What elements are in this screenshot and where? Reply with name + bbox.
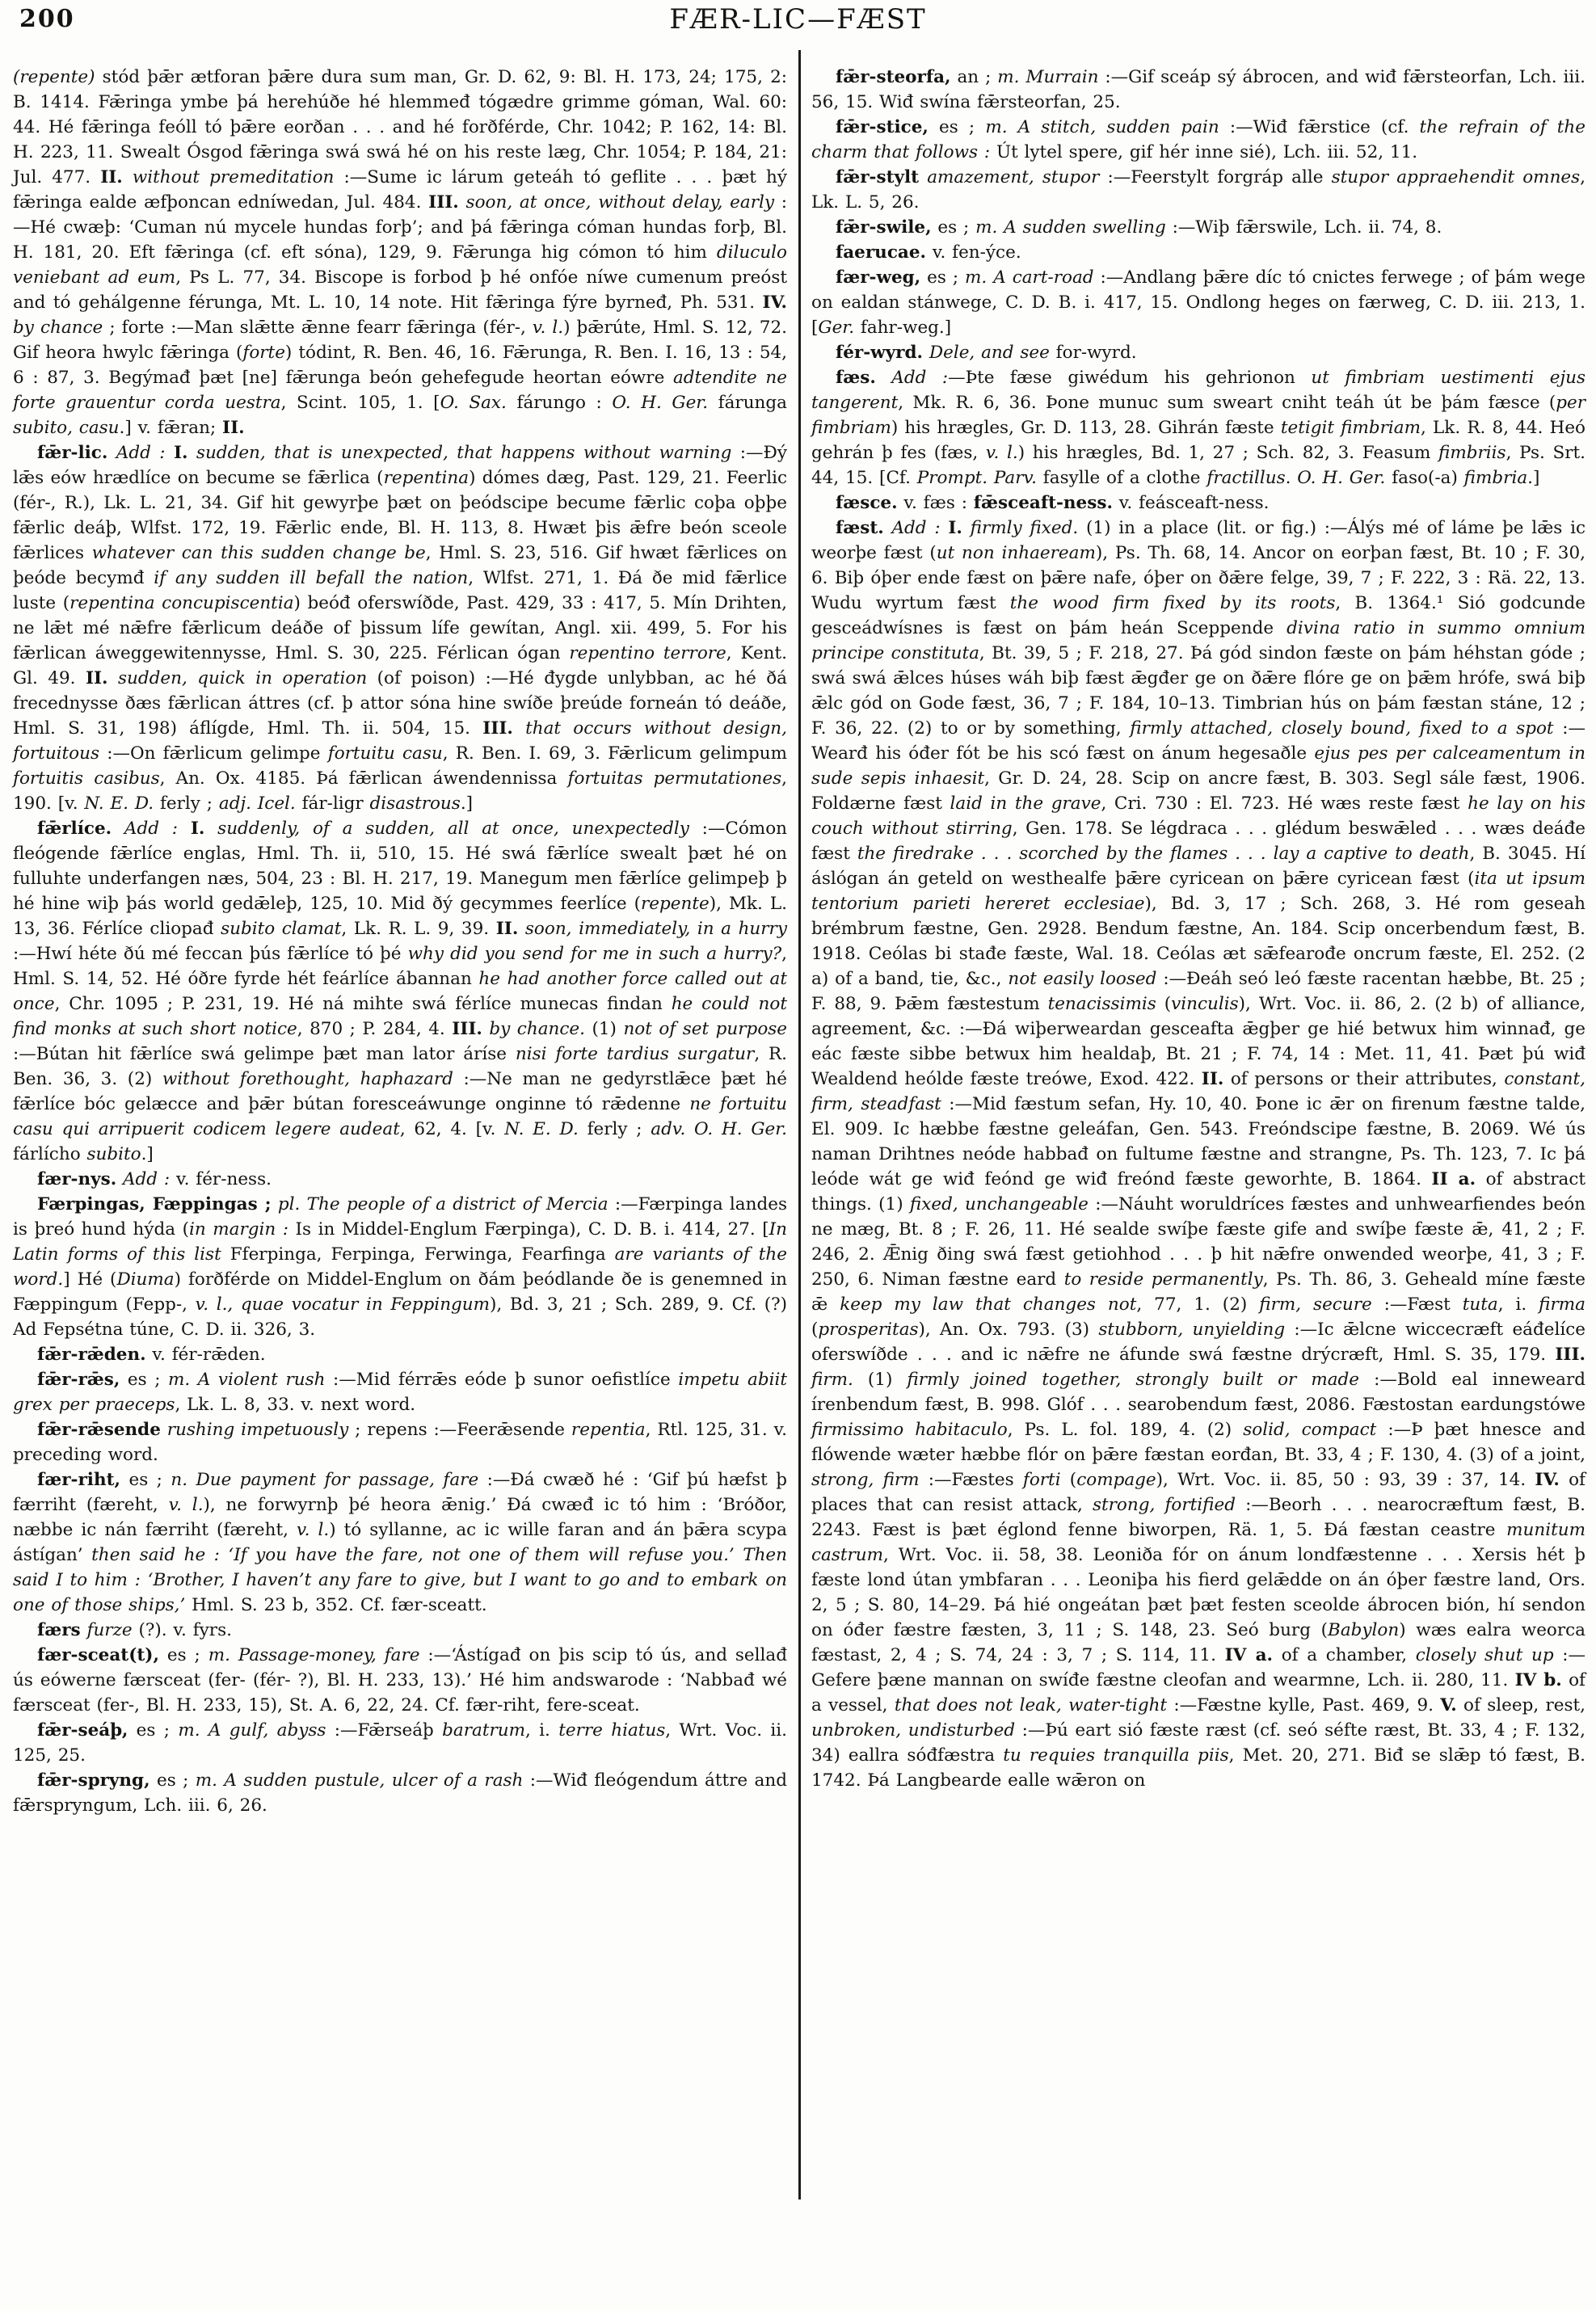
page-title: FÆR-LIC—FÆST	[669, 3, 927, 36]
column-divider	[798, 50, 801, 2199]
entry-paragraph: fǣr-steorfa, an ; m. Murrain :—Gif sceáp sý ábrocen, and wiđ fǣrsteorfan, Lch. iii. 56, 15. Wiđ swína fǣrsteorfan, 25.	[811, 67, 1585, 112]
entry-paragraph: fær-weg, es ; m. A cart-road :—Andlang þǣre díc tó cnictes ferwege ; of þám wege on ealdan stánwege, C. D. B. i. 417, 15. Ondlong heges on færweg, C. D. iii. 213, 1. [Ger. fahr-weg.]	[811, 267, 1585, 338]
entry-paragraph: fǣr-swile, es ; m. A sudden swelling :—Wiþ fǣrswile, Lch. ii. 74, 8.	[836, 217, 1442, 238]
entry-paragraph: fǣr-rǣsende rushing impetuously ; repens :—Feerǣsende repentia, Rtl. 125, 31. v. preceding word.	[13, 1420, 788, 1465]
entry-paragraph: fæst. Add : I. firmly fixed. (1) in a place (lit. or fig.) :—Álýs mé of láme þe lǣs ic weorþe fæst (ut non inhaeream), Ps. Th. 68, 14. Ancor on eorþan fæst, Bt. 10 ; F. 30, 6. Biþ óþer ende fæst on þǣre nafe, óþer on ðǣre felge, 39, 7 ; F. 222, 3 : Rä. 22, 13. Wudu wyrtum fæst the wood firm fixed by its roots, B. 1364.¹ Sió godcunde gesceádwísnes is fæst on þám heán Sceppende divina ratio in summo omnium principe constituta, Bt. 39, 5 ; F. 218, 27. Þá gód sindon fæste on þám héhstan góde ; swá swá ǣlces húses wáh biþ fæst ǣgđer ge on ðǣre flóre ge on þǣm hrófe, swá biþ ǣlc gód on Gode fæst, 36, 7 ; F. 184, 10–13. Timbrian hús on þám fæstan stáne, 12 ; F. 36, 22. (2) to or by something, firmly attached, closely bound, fixed to a spot :—Wearđ his óđer fót be his scó fæst on ánum hegesaðle ejus pes per calceamentum in sude sepis inhaesit, Gr. D. 24, 28. Scip on ancre fæst, B. 303. Segl sále fæst, 1906. Foldærne fæst laid in the grave, Cri. 730 : El. 723. Hé wæs reste fæst he lay on his couch without stirring, Gen. 178. Se légdraca . . . glédum beswǣled . . . wæs deáđe fæst the firedrake . . . scorched by the flames . . . lay a captive to death, B. 3045. Hí áslógan án geteld on westhealfe þǣre cyricean on þǣre cyricean fæst (ita ut ipsum tentorium parieti hereret ecclesiae), Bd. 3, 17 ; Sch. 268, 3. Hé rom geseah brémbrum fæstne, Gen. 2928. Bendum fæstne, An. 184. Scip oncerbendum fæst, B. 1918. Ceólas bi stađe fæste, Wal. 18. Ceólas æt sǣfearođe oncrum fæste, El. 252. (2 a) of a band, tie, &c., not easily loosed :—Ðeáh seó leó fæste racentan hæbbe, Bt. 25 ; F. 88, 9. Þǣm fæstestum tenacissimis (vinculis), Wrt. Voc. ii. 86, 2. (2 b) of alliance, agreement, &c. :—Ðá wiþerweardan gesceafta ǣgþer ge hié betwux him winnađ, ge eác fæste sibbe betwux him healdaþ, Bt. 21 ; F. 74, 14 : Met. 11, 41. Þæt þú wiđ Wealdend heólde fæste treówe, Exod. 422. II. of persons or their attributes, constant, firm, steadfast :—Mid fæstum sefan, Hy. 10, 40. Þone ic ǣr on firenum fæstne talde, El. 909. Ic hæbbe fæstne geleáfan, Gen. 543. Freóndscipe fæstne, B. 2069. Wé ús naman Drihtnes neóde habbađ on fultume fæstne and strangne, Ps. Th. 123, 7. Ic þá leóde wát ge wiđ feónd ge wiđ freónd fæste geworhte, B. 1864. II a. of abstract things. (1) fixed, unchangeable :—Náuht woruldríces fæstes and unhwearfiendes beón ne mæg, Bt. 8 ; F. 26, 11. Hé sealde swíþe fæste gife and swíþe fæste ǣ, 41, 2 ; F. 246, 2. Ǣnig ðing swá fæst getiohhod . . . þ hit nǣfre onwended weorþe, 41, 3 ; F. 250, 6. Niman fæstne eard to reside permanently, Ps. Th. 86, 3. Geheald míne fæste ǣ keep my law that changes not, 77, 1. (2) firm, secure :—Fæst tuta, i. firma (prosperitas), An. Ox. 793. (3) stubborn, unyielding :—Ic ǣlcne wiccecræft eáđelíce oferswíðde . . . and ic nǣfre ne áfunde swá fæstne drýcræft, Hml. S. 35, 179. III. firm. (1) firmly joined together, strongly built or made :—Bold eal inneweard írenbendum fæst, B. 998. Glóf . . . searobendum fæst, 2086. Fæstostan eardungstówe firmissimo habitaculo, Ps. L. fol. 189, 4. (2) solid, compact :—Þ þæt hnesce and flówende wæter hæbbe flór on þǣre fæstan eorđan, Bt. 33, 4 ; F. 130, 4. (3) of a joint, strong, firm :—Fæstes forti (compage), Wrt. Voc. ii. 85, 50 : 93, 39 : 37, 14. IV. of places that can resist attack, strong, fortified :—Beorh . . . nearocræftum fæst, B. 2243. Fæst is þæt églond fenne biworpen, Rä. 1, 5. Ðá fæstan ceastre munitum castrum, Wrt. Voc. ii. 58, 38. Leoniða fór on ánum londfæstenne . . . Xersis hét þ fæste lond útan ymbfaran . . . Leoniþa his fierd gelǣdde on án óþer fæstre land, Ors. 2, 5 ; S. 80, 14–29. Þá hié ongeátan þæt þæt festen sceolde ábrocen bión, hí sendon on óđer fæstre fæsten, 3, 11 ; S. 148, 23. Seó burg (Babylon) wæs ealra weorca fæstast, 2, 4 ; S. 74, 24 : 3, 7 ; S. 114, 11. IV a. of a chamber, closely shut up :—Gefere þæne mannan on swíđe fæstne cleofan and wearmne, Lch. ii. 280, 11. IV b. of a vessel, that does not leak, water-tight :—Fæstne kylle, Past. 469, 9. V. of sleep, rest, unbroken, undisturbed :—Þú eart sió fæste ræst (cf. seó séfte ræst, Bt. 33, 4 ; F. 132, 34) eallra sóđfæstra tu requies tranquilla piis, Met. 20, 271. Biđ se slǣp tó fæst, B. 1742. Þá Langbearde ealle wǣron on	[811, 518, 1586, 1791]
entry-paragraph: (repente) stód þǣr ætforan þǣre dura sum man, Gr. D. 62, 9: Bl. H. 173, 24; 175, 2: B. 1414. Fǣringa ymbe þá herehúðe hé hlemmeđ tógædre grimme góman, Wal. 60: 44. Hé fǣringa feóll tó þǣre eorðan . . . and hé forðférde, Chr. 1042; P. 162, 14: Bl. H. 223, 11. Swealt Ósgod fǣringa swá swá hé on his reste læg, Chr. 1054; P. 184, 21: Jul. 477. II. without premeditation :—Sume ic lárum geteáh tó geflite . . . þæt hý fǣringa ealde æfþoncan edníwedan, Jul. 484. III. soon, at once, without delay, early :—Hé cwæþ: ‘Cuman nú mycele hundas forþ’; and þá fǣringa cóman hundas forþ, Bl. H. 181, 20. Eft fǣringa (cf. eft sóna), 129, 9. Fǣrunga hig cómon tó him diluculo veniebant ad eum, Ps L. 77, 34. Biscope is forbod þ hé onfóe níwe cumenum preóst and tó gehálgenne férunga, Mt. L. 10, 14 note. Hit fǣringa fýre byrneđ, Ph. 531. IV. by chance ; forte :—Man slǣtte ǣnne fearr fǣringa (fér-, v. l.) þǣrúte, Hml. S. 12, 72. Gif heora hwylc fǣringa (forte) tódint, R. Ben. 46, 16. Fǣrunga, R. Ben. I. 16, 13 : 54, 6 : 87, 3. Begýmađ þæt [ne] fǣrunga beón gehefegude heortan eówre adtendite ne forte grauentur corda uestra, Scint. 105, 1. [O. Sax. fárungo : O. H. Ger. fárunga subito, casu.] v. fǣran; II.	[13, 67, 788, 438]
entry-paragraph: fǣr-stylt amazement, stupor :—Feerstylt forgráp alle stupor appraehendit omnes, Lk. L. 5, 26.	[811, 167, 1586, 213]
right-column	[811, 65, 1585, 1793]
entry-paragraph: fæsce. v. fæs : fǣsceaft-ness. v. feásceaft-ness.	[836, 493, 1270, 513]
entry-paragraph: fǣr-rǣden. v. fér-rǣden.	[37, 1345, 266, 1365]
page-number: 200	[19, 5, 75, 33]
left-column	[13, 65, 787, 1818]
entry-paragraph: fǣr-seáþ, es ; m. A gulf, abyss :—Fǣrseáþ baratrum, i. terre hiatus, Wrt. Voc. ii. 125, 25.	[13, 1720, 787, 1766]
entry-paragraph: fæs. Add :—Þte fæse giwédum his gehrionon ut fimbriam uestimenti ejus tangerent, Mk. R. 6, 36. Þone munuc sum sweart cniht teáh út be þám fæsce (per fimbriam) his hrægles, Gr. D. 113, 28. Gihrán fæste tetigit fimbriam, Lk. R. 8, 44. Heó gehrán þ fes (fæs, v. l.) his hrægles, Bd. 1, 27 ; Sch. 82, 3. Feasum fimbriis, Ps. Srt. 44, 15. [Cf. Prompt. Parv. fasylle of a clothe fractillus. O. H. Ger. faso(-a) fimbria.]	[811, 368, 1585, 488]
entry-paragraph: Færpingas, Fæppingas ; pl. The people of a district of Mercia :—Færpinga landes is þreó hund hýda (in margin : Is in Middel-Englum Færpinga), C. D. B. i. 414, 27. [In Latin forms of this list Fferpinga, Ferpinga, Ferwinga, Fearfinga are variants of the word.] Hé (Diuma) forðférde on Middel-Englum on ðám þeódlande ðe is genemned in Fæppingum (Fepp-, v. l., quae vocatur in Feppingum), Bd. 3, 21 ; Sch. 289, 9. Cf. (?) Ad Fepsétna túne, C. D. ii. 326, 3.	[13, 1194, 788, 1340]
entry-paragraph: fǣr-stice, es ; m. A stitch, sudden pain :—Wiđ fǣrstice (cf. the refrain of the charm that follows : Út lytel spere, gif hér inne sié), Lch. iii. 52, 11.	[811, 117, 1585, 162]
entry-paragraph: fǣr-rǣs, es ; m. A violent rush :—Mid férrǣs eóde þ sunor oefistlíce impetu abiit grex per praeceps, Lk. L. 8, 33. v. next word.	[13, 1370, 788, 1415]
entry-paragraph: fær-riht, es ; n. Due payment for passage, fare :—Ðá cwæð hé : ‘Gif þú hæfst þ færriht (færeht, v. l.), ne forwyrnþ þé heora ǣnig.’ Ðá cwæđ ic tó him : ‘Bróðor, næbbe ic nán færriht (færeht, v. l.) tó syllanne, ac ic wille faran and án þǣra scypa ástígan’ then said he : ‘If you have the fare, not one of them will refuse you.’ Then said I to him : ‘Brother, I haven’t any fare to give, but I want to go and to embark on one of those ships,’ Hml. S. 23 b, 352. Cf. fær-sceatt.	[13, 1470, 788, 1615]
entry-paragraph: fær-sceat(t), es ; m. Passage-money, fare :—‘Ástígađ on þis scip tó ús, and sellađ ús eówerne færsceat (fer- (fér- ?), Bl. H. 233, 13).’ Hé him andswarode : ‘Nabbađ wé færsceat (fer-, Bl. H. 233, 15), St. A. 6, 22, 24. Cf. fær-riht, fere-sceat.	[13, 1645, 787, 1715]
entry-paragraph: fǣr-lic. Add : I. sudden, that is unexpected, that happens without warning :—Ðý lǣs eów hrædlíce on becume se fǣrlica (repentina) dómes dæg, Past. 129, 21. Feerlic (fér-, R.), Lk. L. 21, 34. Gif hit gewyrþe þæt on þeódscipe becume fǣrlic coþa oþþe fǣrlic deáþ, Wlfst. 172, 19. Fǣrlic ende, Bl. H. 113, 8. Hwæt þis ǣfre beón sceole fǣrlices whatever can this sudden change be, Hml. S. 23, 516. Gif hwæt fǣrlices on þeóde becymđ if any sudden ill befall the nation, Wlfst. 271, 1. Ðá ðe mid fǣrlice luste (repentina concupiscentia) beóđ oferswíðde, Past. 429, 33 : 417, 5. Mín Drihten, ne lǣt mé nǣfre fǣrlicum deáðe of þissum lífe gewítan, Angl. xii. 499, 5. For his fǣrlican áweggewitennysse, Hml. S. 30, 225. Férlican ógan repentino terrore, Kent. Gl. 49. II. sudden, quick in operation (of poison) :—Hé đygde unlybban, ac hé ðá frecednysse ðæs fǣrlican áttres (cf. þ attor sóna hine swíðe þreúde forneán tó deáðe, Hml. S. 31, 198) áflígde, Hml. Th. ii. 504, 15. III. that occurs without design, fortuitous :—On fǣrlicum gelimpe fortuitu casu, R. Ben. I. 69, 3. Fǣrlicum gelimpum fortuitis casibus, An. Ox. 4185. Þá fǣrlican áwendennissa fortuitas permutationes, 190. [v. N. E. D. ferly ; adj. Icel. fár-ligr disastrous.]	[13, 443, 788, 814]
entry-paragraph: fǣrlíce. Add : I. suddenly, of a sudden, all at once, unexpectedly :—Cómon fleógende fǣrlíce englas, Hml. Th. ii, 510, 15. Hé swá fǣrlíce swealt þæt hé on fulluhte underfangen næs, 504, 23 : Bl. H. 217, 19. Manegum men fǣrlíce gelimpeþ þ hé hine wiþ þás world gedǣleþ, 125, 10. Mid ðý gecymmes feerlíce (repente), Mk. L. 13, 36. Férlíce cliopađ subito clamat, Lk. R. L. 9, 39. II. soon, immediately, in a hurry :—Hwí héte ðú mé feccan þús fǣrlíce tó þé why did you send for me in such a hurry?, Hml. S. 14, 52. Hé óðre fyrde hét feárlíce ábannan he had another force called out at once, Chr. 1095 ; P. 231, 19. Hé ná mihte swá férlíce munecas findan he could not find monks at such short notice, 870 ; P. 284, 4. III. by chance. (1) not of set purpose :—Bútan hit fǣrlíce swá gelimpe þæt man lator áríse nisi forte tardius surgatur, R. Ben. 36, 3. (2) without forethought, haphazard :—Ne man ne gedyrstlǣce þæt hé fǣrlíce bóc gelæcce and þǣr bútan foresceáwunge onginne tó rǣdenne ne fortuitu casu qui arripuerit codicem legere audeat, 62, 4. [v. N. E. D. ferly ; adv. O. H. Ger. fárlícho subito.]	[13, 819, 788, 1164]
entry-paragraph: fér-wyrd. Dele, and see for-wyrd.	[836, 343, 1137, 363]
entry-paragraph: faerucae. v. fen-ýce.	[836, 242, 1021, 263]
entry-paragraph: fǣr-spryng, es ; m. A sudden pustule, ulcer of a rash :—Wiđ fleógendum áttre and fǣrspryngum, Lch. iii. 6, 26.	[13, 1770, 787, 1816]
entry-paragraph: færs furze (?). v. fyrs.	[37, 1620, 232, 1640]
entry-paragraph: fær-nys. Add : v. fér-ness.	[37, 1169, 272, 1189]
